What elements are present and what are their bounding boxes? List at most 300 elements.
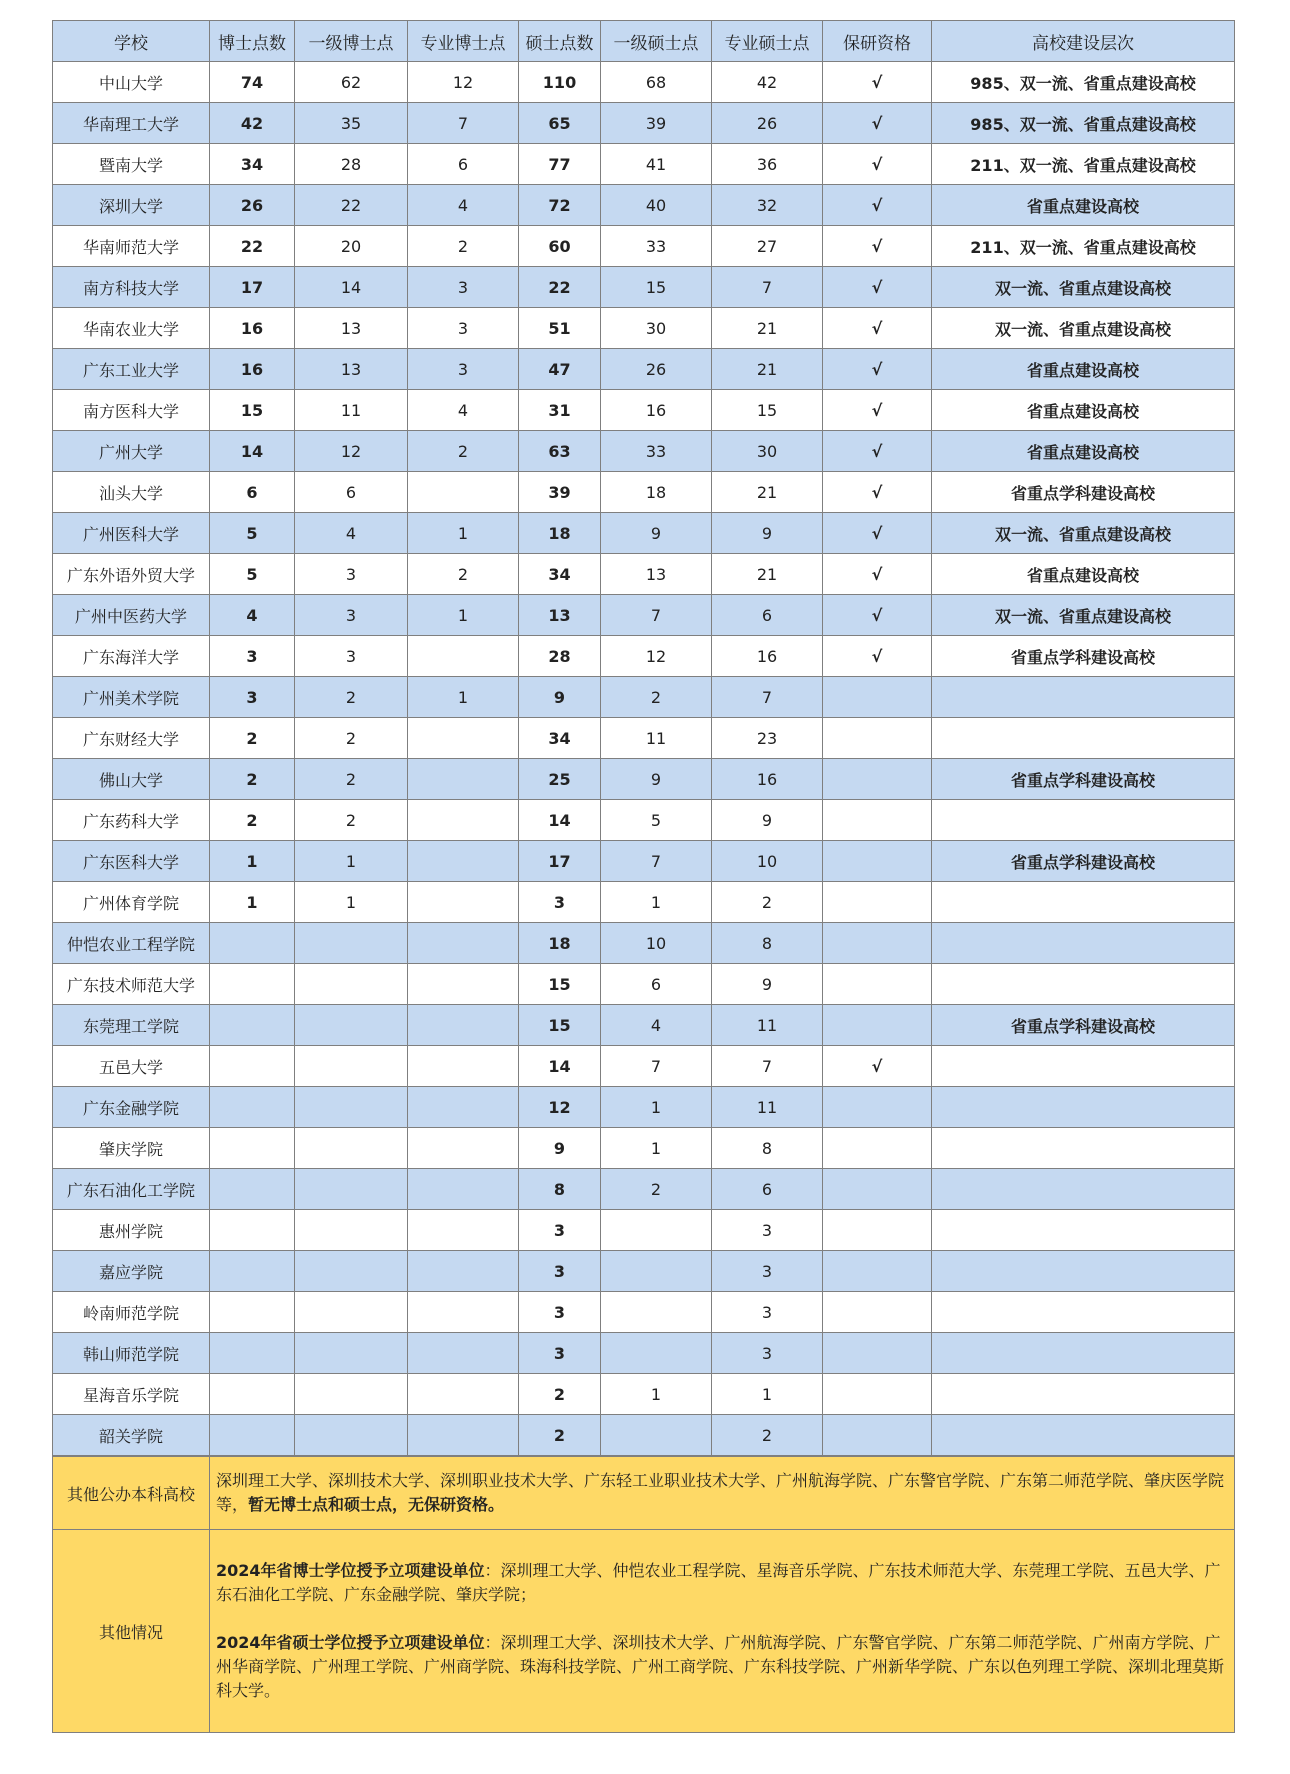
cell-postgrad-recommendation: √ [823,308,932,349]
cell-master-count: 2 [519,1374,601,1415]
table-row [53,349,1235,390]
cell-professional-master: 7 [712,677,823,718]
cell-first-level-doctor [295,1005,408,1046]
cell-master-count: 3 [519,882,601,923]
cell-professional-master: 7 [712,1046,823,1087]
cell-construction-level [932,718,1235,759]
cell-postgrad-recommendation [823,1005,932,1046]
cell-school: 广州中医药大学 [53,595,210,636]
cell-first-level-master: 9 [601,513,712,554]
cell-professional-master: 9 [712,964,823,1005]
master-heading: 2024年省硕士学位授予立项建设单位 [216,1633,485,1652]
cell-construction-level [932,800,1235,841]
cell-construction-level [932,923,1235,964]
cell-first-level-master [601,1415,712,1456]
cell-postgrad-recommendation: √ [823,431,932,472]
cell-professional-doctor [408,1374,519,1415]
cell-school: 华南理工大学 [53,103,210,144]
cell-professional-master: 6 [712,1169,823,1210]
cell-first-level-master: 39 [601,103,712,144]
cell-construction-level [932,677,1235,718]
table-row [53,841,1235,882]
cell-doctor-count [210,1292,295,1333]
cell-master-count: 3 [519,1333,601,1374]
cell-first-level-doctor: 6 [295,472,408,513]
cell-first-level-master: 16 [601,390,712,431]
cell-construction-level [932,1210,1235,1251]
cell-first-level-master: 9 [601,759,712,800]
cell-professional-doctor [408,472,519,513]
cell-school: 广东工业大学 [53,349,210,390]
cell-professional-doctor [408,841,519,882]
table-row [53,595,1235,636]
cell-postgrad-recommendation: √ [823,226,932,267]
cell-master-count: 28 [519,636,601,677]
cell-doctor-count: 22 [210,226,295,267]
table-row [53,226,1235,267]
cell-postgrad-recommendation [823,718,932,759]
cell-doctor-count: 16 [210,349,295,390]
cell-first-level-doctor [295,1292,408,1333]
cell-school: 广东技术师范大学 [53,964,210,1005]
cell-professional-doctor: 7 [408,103,519,144]
cell-school: 广州医科大学 [53,513,210,554]
cell-school: 佛山大学 [53,759,210,800]
header-doctor-count: 博士点数 [210,21,295,62]
cell-professional-doctor [408,1210,519,1251]
cell-school: 暨南大学 [53,144,210,185]
cell-first-level-master: 2 [601,677,712,718]
table-row [53,964,1235,1005]
cell-first-level-doctor: 28 [295,144,408,185]
cell-postgrad-recommendation [823,882,932,923]
table-row [53,554,1235,595]
cell-first-level-doctor [295,1210,408,1251]
cell-first-level-doctor [295,1415,408,1456]
cell-school: 星海音乐学院 [53,1374,210,1415]
cell-first-level-doctor [295,1046,408,1087]
cell-professional-master: 6 [712,595,823,636]
header-construction-level: 高校建设层次 [932,21,1235,62]
cell-master-count: 15 [519,1005,601,1046]
cell-school: 广东医科大学 [53,841,210,882]
cell-professional-master: 1 [712,1374,823,1415]
cell-postgrad-recommendation: √ [823,185,932,226]
cell-professional-master: 11 [712,1005,823,1046]
table-row [53,800,1235,841]
table-row [53,144,1235,185]
cell-professional-doctor [408,1005,519,1046]
cell-doctor-count [210,1128,295,1169]
cell-professional-master: 9 [712,513,823,554]
cell-master-count: 65 [519,103,601,144]
other-public-text [210,1457,1235,1530]
cell-first-level-master: 2 [601,1169,712,1210]
degree-points-table [52,20,1235,1456]
cell-school: 广东外语外贸大学 [53,554,210,595]
cell-construction-level [932,1415,1235,1456]
cell-master-count: 34 [519,554,601,595]
cell-postgrad-recommendation [823,1128,932,1169]
cell-school: 肇庆学院 [53,1128,210,1169]
table-row [53,1374,1235,1415]
cell-first-level-master: 7 [601,595,712,636]
cell-postgrad-recommendation: √ [823,144,932,185]
cell-master-count: 8 [519,1169,601,1210]
cell-professional-doctor: 12 [408,62,519,103]
cell-postgrad-recommendation: √ [823,595,932,636]
header-first-level-master: 一级硕士点 [601,21,712,62]
cell-construction-level: 省重点学科建设高校 [932,759,1235,800]
cell-postgrad-recommendation: √ [823,1046,932,1087]
cell-postgrad-recommendation: √ [823,62,932,103]
cell-first-level-master [601,1251,712,1292]
cell-professional-doctor: 2 [408,431,519,472]
cell-first-level-doctor: 35 [295,103,408,144]
cell-first-level-master: 18 [601,472,712,513]
cell-professional-doctor: 1 [408,677,519,718]
table-row [53,513,1235,554]
cell-construction-level: 211、双一流、省重点建设高校 [932,226,1235,267]
cell-doctor-count: 4 [210,595,295,636]
cell-construction-level [932,1292,1235,1333]
cell-professional-master: 16 [712,759,823,800]
table-row [53,472,1235,513]
cell-first-level-doctor [295,923,408,964]
cell-doctor-count [210,1251,295,1292]
cell-school: 华南农业大学 [53,308,210,349]
cell-first-level-master: 4 [601,1005,712,1046]
table-row [53,1046,1235,1087]
cell-professional-master: 10 [712,841,823,882]
header-postgrad-recommendation: 保研资格 [823,21,932,62]
cell-master-count: 72 [519,185,601,226]
cell-professional-master: 16 [712,636,823,677]
header-first-level-doctor: 一级博士点 [295,21,408,62]
cell-first-level-doctor [295,1374,408,1415]
cell-master-count: 110 [519,62,601,103]
cell-first-level-doctor: 2 [295,759,408,800]
table-row [53,267,1235,308]
cell-first-level-master: 7 [601,841,712,882]
table-header-row [53,21,1235,62]
cell-professional-doctor [408,759,519,800]
cell-school: 广东石油化工学院 [53,1169,210,1210]
cell-professional-doctor [408,1251,519,1292]
cell-professional-doctor: 3 [408,349,519,390]
cell-school: 广州大学 [53,431,210,472]
cell-school: 五邑大学 [53,1046,210,1087]
cell-master-count: 60 [519,226,601,267]
cell-first-level-master: 11 [601,718,712,759]
cell-professional-doctor: 2 [408,554,519,595]
cell-construction-level: 省重点建设高校 [932,431,1235,472]
table-row [53,759,1235,800]
paragraph-gap [216,1607,1226,1631]
table-row [53,1169,1235,1210]
cell-professional-doctor: 1 [408,595,519,636]
cell-construction-level [932,1374,1235,1415]
cell-professional-master: 27 [712,226,823,267]
cell-doctor-count: 5 [210,513,295,554]
cell-doctor-count [210,923,295,964]
cell-construction-level [932,1087,1235,1128]
other-public-row [53,1457,1235,1530]
cell-master-count: 34 [519,718,601,759]
cell-first-level-master: 1 [601,1128,712,1169]
cell-first-level-master: 13 [601,554,712,595]
table-row [53,1005,1235,1046]
cell-construction-level [932,1333,1235,1374]
table-row [53,1333,1235,1374]
cell-construction-level: 省重点建设高校 [932,554,1235,595]
cell-professional-master: 21 [712,554,823,595]
cell-school: 南方科技大学 [53,267,210,308]
cell-master-count: 47 [519,349,601,390]
cell-doctor-count: 3 [210,636,295,677]
cell-school: 广东金融学院 [53,1087,210,1128]
cell-first-level-master: 40 [601,185,712,226]
cell-professional-doctor [408,1128,519,1169]
cell-doctor-count: 15 [210,390,295,431]
other-info-label: 其他情况 [53,1530,210,1733]
cell-professional-master: 21 [712,308,823,349]
cell-school: 汕头大学 [53,472,210,513]
table-row [53,390,1235,431]
cell-doctor-count [210,964,295,1005]
table-row [53,636,1235,677]
cell-professional-doctor: 3 [408,267,519,308]
cell-master-count: 9 [519,1128,601,1169]
table-row [53,62,1235,103]
cell-construction-level: 双一流、省重点建设高校 [932,308,1235,349]
cell-school: 岭南师范学院 [53,1292,210,1333]
cell-master-count: 39 [519,472,601,513]
table-row [53,1210,1235,1251]
cell-professional-master: 11 [712,1087,823,1128]
cell-construction-level: 省重点建设高校 [932,390,1235,431]
cell-school: 仲恺农业工程学院 [53,923,210,964]
cell-professional-doctor: 2 [408,226,519,267]
header-school: 学校 [53,21,210,62]
cell-first-level-doctor: 12 [295,431,408,472]
cell-professional-doctor [408,1046,519,1087]
cell-first-level-master: 6 [601,964,712,1005]
cell-professional-master: 26 [712,103,823,144]
cell-professional-master: 7 [712,267,823,308]
table-row [53,308,1235,349]
cell-first-level-doctor: 14 [295,267,408,308]
cell-doctor-count [210,1333,295,1374]
cell-professional-master: 8 [712,923,823,964]
cell-doctor-count: 1 [210,841,295,882]
cell-first-level-doctor: 3 [295,554,408,595]
table-row [53,103,1235,144]
cell-first-level-master: 33 [601,226,712,267]
cell-first-level-doctor: 22 [295,185,408,226]
other-public-note: 暂无博士点和硕士点，无保研资格。 [248,1495,505,1514]
cell-master-count: 18 [519,513,601,554]
cell-professional-master: 3 [712,1292,823,1333]
cell-first-level-doctor: 2 [295,718,408,759]
cell-doctor-count: 2 [210,718,295,759]
cell-postgrad-recommendation [823,1169,932,1210]
cell-postgrad-recommendation [823,1087,932,1128]
cell-construction-level: 双一流、省重点建设高校 [932,267,1235,308]
cell-professional-doctor: 4 [408,185,519,226]
cell-doctor-count [210,1046,295,1087]
cell-doctor-count: 3 [210,677,295,718]
cell-construction-level [932,1046,1235,1087]
cell-postgrad-recommendation: √ [823,103,932,144]
cell-doctor-count: 6 [210,472,295,513]
header-master-count: 硕士点数 [519,21,601,62]
cell-professional-master: 30 [712,431,823,472]
cell-doctor-count [210,1415,295,1456]
cell-professional-doctor: 4 [408,390,519,431]
cell-master-count: 15 [519,964,601,1005]
cell-postgrad-recommendation: √ [823,554,932,595]
cell-first-level-doctor: 1 [295,882,408,923]
cell-first-level-doctor: 20 [295,226,408,267]
cell-first-level-master [601,1210,712,1251]
cell-first-level-master: 10 [601,923,712,964]
cell-school: 广东药科大学 [53,800,210,841]
cell-postgrad-recommendation [823,1333,932,1374]
cell-doctor-count: 74 [210,62,295,103]
cell-first-level-master: 41 [601,144,712,185]
table-row [53,1415,1235,1456]
cell-first-level-master: 15 [601,267,712,308]
table-row [53,677,1235,718]
cell-first-level-doctor [295,964,408,1005]
cell-master-count: 18 [519,923,601,964]
cell-master-count: 51 [519,308,601,349]
cell-postgrad-recommendation [823,759,932,800]
cell-first-level-doctor: 1 [295,841,408,882]
cell-master-count: 17 [519,841,601,882]
cell-doctor-count [210,1005,295,1046]
cell-first-level-master: 12 [601,636,712,677]
cell-postgrad-recommendation [823,1210,932,1251]
cell-construction-level: 省重点建设高校 [932,349,1235,390]
table-row [53,1292,1235,1333]
cell-first-level-doctor [295,1128,408,1169]
table-row [53,1087,1235,1128]
cell-first-level-doctor: 3 [295,595,408,636]
cell-master-count: 63 [519,431,601,472]
cell-professional-doctor [408,1292,519,1333]
cell-construction-level: 省重点学科建设高校 [932,636,1235,677]
table-row [53,882,1235,923]
cell-professional-doctor: 6 [408,144,519,185]
cell-school: 深圳大学 [53,185,210,226]
cell-school: 东莞理工学院 [53,1005,210,1046]
cell-doctor-count: 2 [210,759,295,800]
cell-doctor-count: 1 [210,882,295,923]
cell-professional-master: 23 [712,718,823,759]
cell-postgrad-recommendation [823,677,932,718]
table-row [53,1251,1235,1292]
cell-school: 广州体育学院 [53,882,210,923]
cell-doctor-count [210,1374,295,1415]
master-list: ：深圳理工大学、深圳技术大学、广州航海学院、广东警官学院、广东第二师范学院、广州南方学院、广州华商学院、广州理工学院、广州商学院、珠海科技学院、广州工商学院、广东科技学院、广州新华学院、广东以色列理工学院、深圳北理莫斯科大学。 [216,1633,1225,1700]
cell-first-level-master [601,1292,712,1333]
cell-school: 中山大学 [53,62,210,103]
cell-first-level-doctor: 62 [295,62,408,103]
cell-professional-master: 21 [712,349,823,390]
cell-professional-doctor [408,1169,519,1210]
cell-postgrad-recommendation: √ [823,349,932,390]
cell-professional-master: 3 [712,1251,823,1292]
other-public-label: 其他公办本科高校 [53,1457,210,1530]
cell-professional-master: 15 [712,390,823,431]
cell-first-level-master: 1 [601,1374,712,1415]
cell-first-level-doctor: 13 [295,349,408,390]
degree-points-sheet [52,20,1234,1733]
cell-first-level-master: 33 [601,431,712,472]
cell-master-count: 3 [519,1292,601,1333]
cell-professional-master: 8 [712,1128,823,1169]
table-row [53,923,1235,964]
cell-postgrad-recommendation: √ [823,636,932,677]
cell-professional-master: 2 [712,1415,823,1456]
cell-school: 广州美术学院 [53,677,210,718]
cell-school: 广东财经大学 [53,718,210,759]
cell-postgrad-recommendation [823,1251,932,1292]
cell-professional-master: 3 [712,1210,823,1251]
cell-master-count: 2 [519,1415,601,1456]
cell-first-level-master: 30 [601,308,712,349]
cell-school: 广东海洋大学 [53,636,210,677]
cell-master-count: 77 [519,144,601,185]
cell-first-level-doctor [295,1087,408,1128]
other-public-list: 深圳理工大学、深圳技术大学、深圳职业技术大学、广东轻工业职业技术大学、广州航海学院、广东警官学院、广东第二师范学院、肇庆医学院等， [216,1471,1225,1514]
cell-master-count: 3 [519,1251,601,1292]
cell-professional-master: 42 [712,62,823,103]
cell-doctor-count [210,1210,295,1251]
cell-construction-level: 省重点学科建设高校 [932,472,1235,513]
doctor-list: ：深圳理工大学、仲恺农业工程学院、星海音乐学院、广东技术师范大学、东莞理工学院、五邑大学、广东石油化工学院、广东金融学院、肇庆学院； [216,1561,1221,1604]
cell-first-level-doctor: 2 [295,800,408,841]
cell-postgrad-recommendation [823,1415,932,1456]
cell-doctor-count: 16 [210,308,295,349]
cell-postgrad-recommendation [823,1374,932,1415]
table-body [53,62,1235,1456]
cell-professional-master: 21 [712,472,823,513]
cell-postgrad-recommendation: √ [823,513,932,554]
cell-professional-doctor [408,636,519,677]
cell-doctor-count: 5 [210,554,295,595]
other-info-row [53,1530,1235,1733]
cell-first-level-doctor: 3 [295,636,408,677]
cell-doctor-count [210,1087,295,1128]
cell-postgrad-recommendation [823,841,932,882]
cell-master-count: 31 [519,390,601,431]
cell-master-count: 3 [519,1210,601,1251]
cell-first-level-master: 68 [601,62,712,103]
cell-professional-doctor [408,964,519,1005]
cell-construction-level: 省重点建设高校 [932,185,1235,226]
cell-first-level-doctor [295,1333,408,1374]
cell-postgrad-recommendation: √ [823,390,932,431]
cell-professional-doctor [408,718,519,759]
cell-professional-doctor [408,1333,519,1374]
cell-first-level-master: 1 [601,1087,712,1128]
cell-master-count: 14 [519,1046,601,1087]
cell-doctor-count [210,1169,295,1210]
cell-professional-doctor: 1 [408,513,519,554]
